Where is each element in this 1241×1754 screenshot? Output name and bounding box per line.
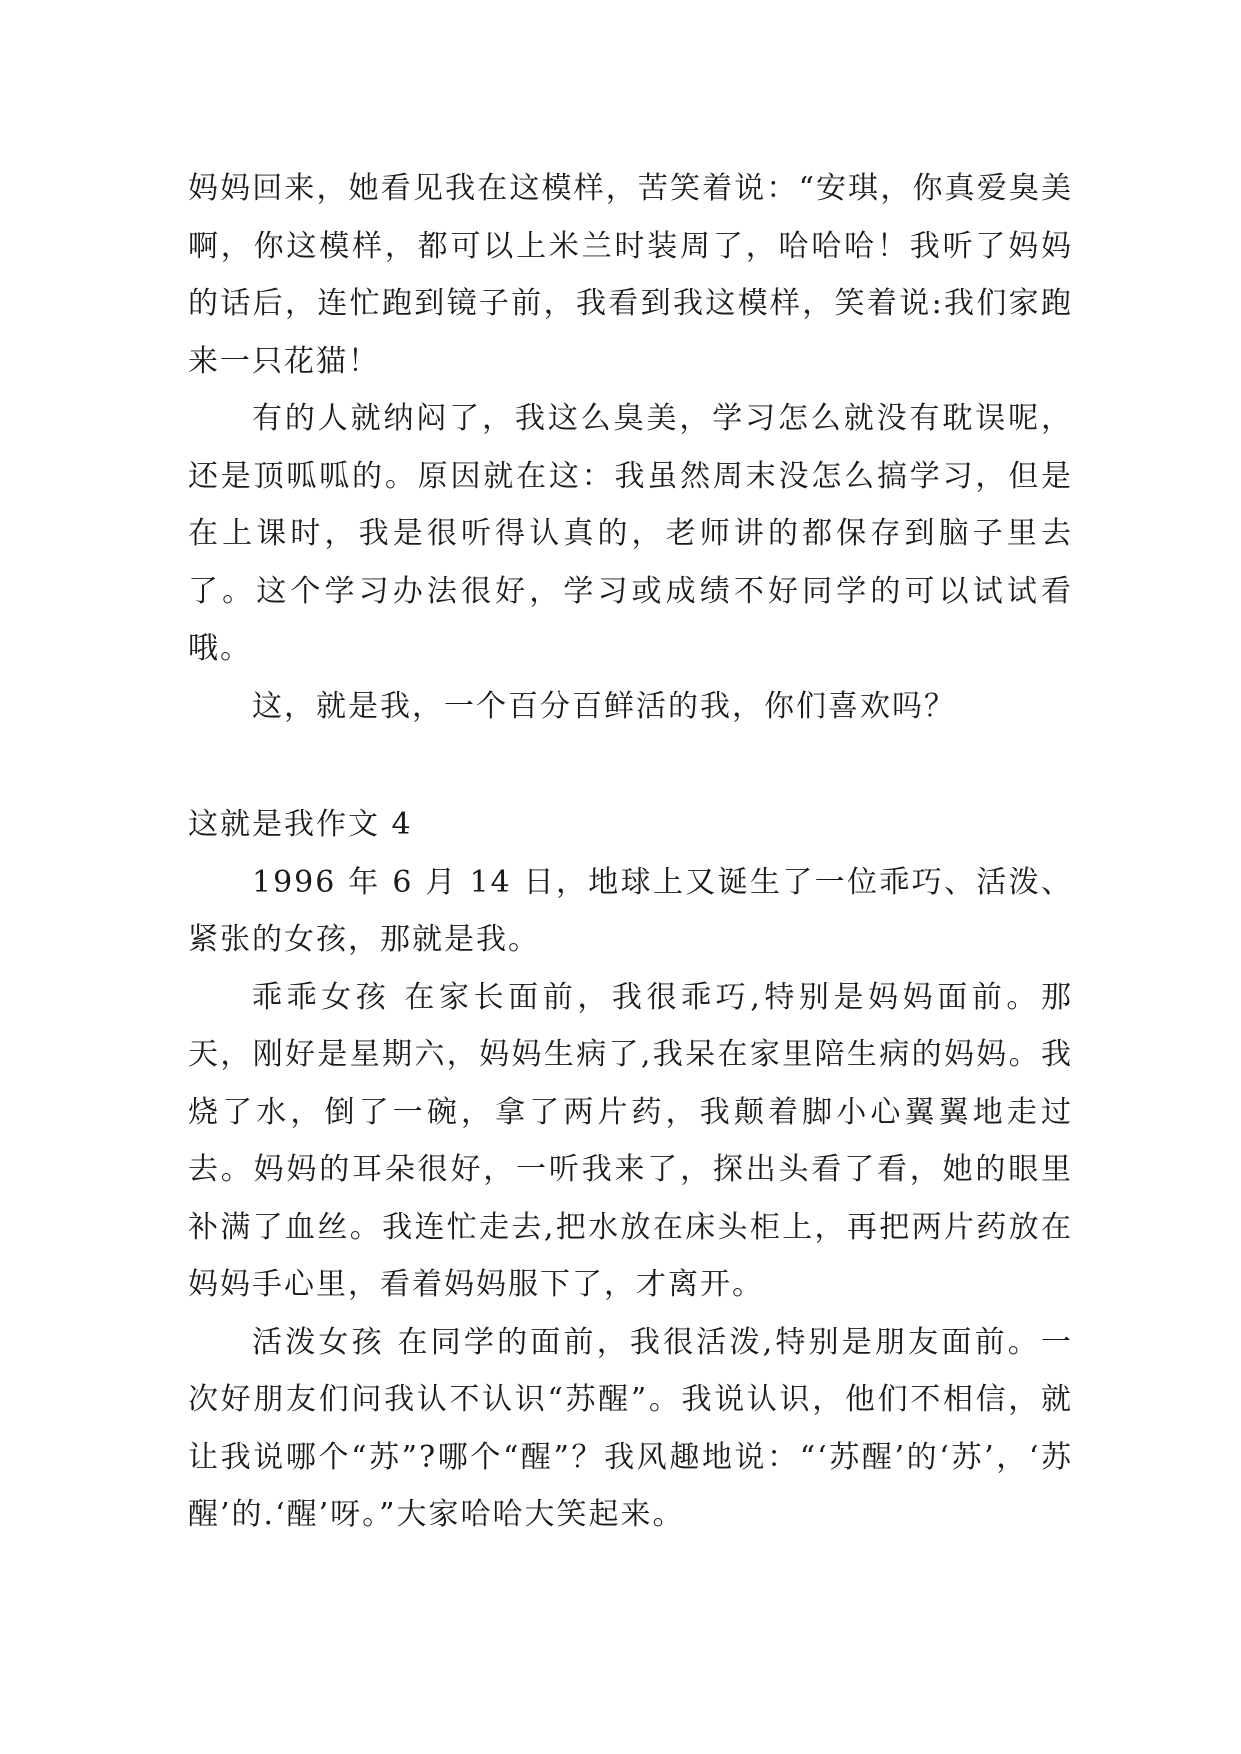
section-heading: 这就是我作文 4 bbox=[188, 807, 413, 842]
paragraph: 这，就是我，一个百分百鲜活的我，你们喜欢吗？ bbox=[252, 688, 956, 724]
section-2 bbox=[188, 796, 1073, 1544]
paragraph: 活泼女孩 在同学的面前，我很活泼,特别是朋友面前。一次好朋友们问我认不认识“苏醒”。我说认识，他们不相信，就让我说哪个“苏”?哪个“醒”？我风趣地说：“‘苏醒’的‘苏’，‘苏醒’的.‘醒’呀。”大家哈哈大笑起来。 bbox=[188, 1324, 1073, 1532]
paragraph: 妈妈回来，她看见我在这模样，苦笑着说：“安琪，你真爱臭美啊，你这模样，都可以上米兰时装周了，哈哈哈！我听了妈妈的话后，连忙跑到镜子前，我看到我这模样，笑着说:我们家跑来一只花猫！ bbox=[188, 171, 1073, 379]
section-1 bbox=[188, 160, 1073, 735]
paragraph: 乖乖女孩 在家长面前，我很乖巧,特别是妈妈面前。那天，刚好是星期六，妈妈生病了,我呆在家里陪生病的妈妈。我烧了水，倒了一碗，拿了两片药，我颠着脚小心翼翼地走过去。妈妈的耳朵很好，一听我来了，探出头看了看，她的眼里补满了血丝。我连忙走去,把水放在床头柜上，再把两片药放在妈妈手心里，看着妈妈服下了，才离开。 bbox=[188, 979, 1073, 1302]
paragraph: 1996 年 6 月 14 日，地球上又诞生了一位乖巧、活泼、紧张的女孩，那就是我。 bbox=[188, 864, 1073, 957]
paragraph: 有的人就纳闷了，我这么臭美，学习怎么就没有耽误呢，还是顶呱呱的。原因就在这：我虽然周末没怎么搞学习，但是在上课时，我是很听得认真的，老师讲的都保存到脑子里去了。这个学习办法很好，学习或成绩不好同学的可以试试看哦。 bbox=[188, 401, 1073, 666]
